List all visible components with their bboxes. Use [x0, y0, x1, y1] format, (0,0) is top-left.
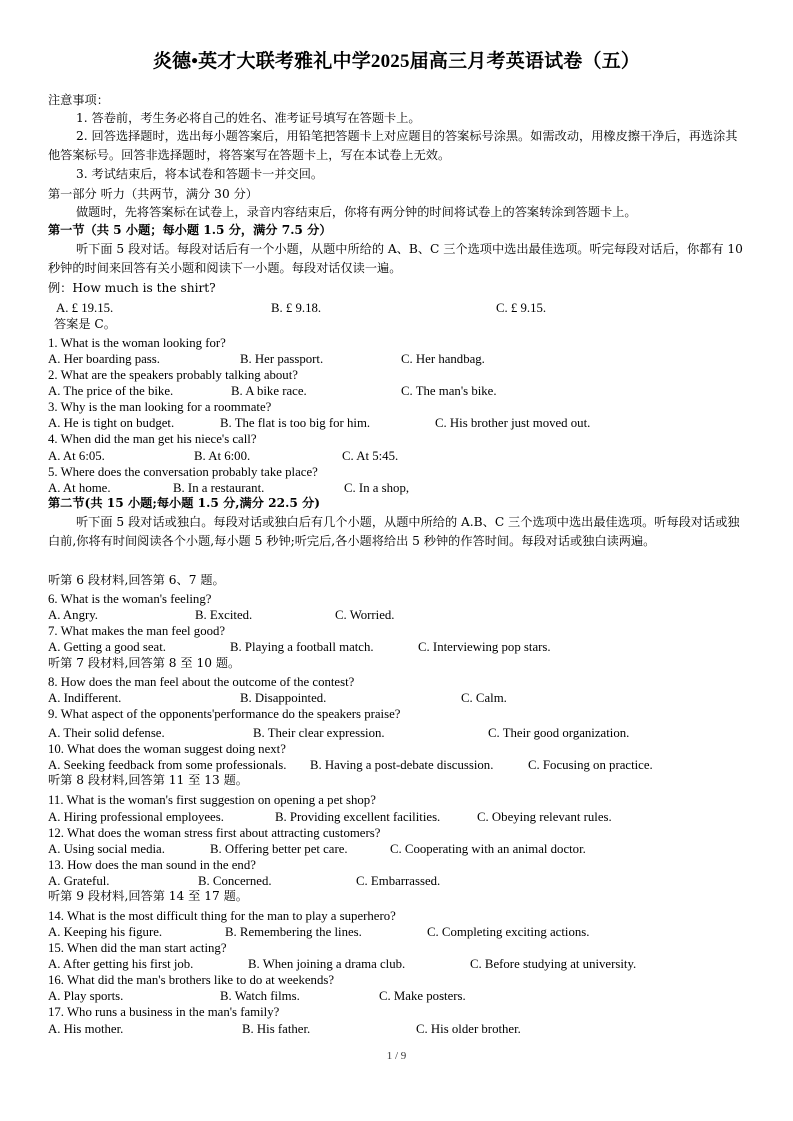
question-2-options [48, 383, 768, 399]
notice-item-2: 2. 回答选择题时，选出每小题答案后，用铅笔把答题卡上对应题目的答案标号涂黑。如需改动，用橡皮擦干净后，再选涂其他答案标号。回答非选择题时，将答案写在答题卡上，写在本试卷上无效。 [48, 129, 738, 162]
option-c: C. Her handbag. [401, 352, 485, 366]
question-13-options [48, 873, 768, 889]
question-7: 7. What makes the man feel good? [48, 624, 226, 638]
option-a: A. Keeping his figure. [48, 925, 163, 939]
option-b: B. A bike race. [231, 384, 307, 398]
material-8-label: 听第 8 段材料,回答第 11 至 13 题。 [48, 773, 248, 787]
section1-intro: 听下面 5 段对话。每段对话后有一个小题，从题中所给的 A、B、C 三个选项中选出最佳选项。听完每段对话后，你都有 10 秒钟的时间来回答有关小题和阅读下一小题。每段对话仅读一遍。 [48, 242, 743, 275]
option-c: C. The man's bike. [401, 384, 497, 398]
option-a: A. Getting a good seat. [48, 640, 166, 654]
option-a: A. Angry. [48, 608, 98, 622]
option-a: A. The price of the bike. [48, 384, 174, 398]
option-c: C. Interviewing pop stars. [418, 640, 551, 654]
question-3-options [48, 415, 768, 431]
question-6: 6. What is the woman's feeling? [48, 592, 212, 606]
option-b: B. Having a post-debate discussion. [310, 758, 494, 772]
option-c: C. Completing exciting actions. [427, 925, 590, 939]
example-answer: 答案是 C。 [54, 317, 116, 331]
option-c: C. In a shop, [344, 481, 410, 495]
part1-intro: 做题时，先将答案标在试卷上，录音内容结束后，你将有两分钟的时间将试卷上的答案转涂到答题卡上。 [76, 205, 637, 219]
option-a: A. At 6:05. [48, 449, 105, 463]
notice-heading: 注意事项： [48, 93, 109, 107]
option-c: C. Obeying relevant rules. [477, 810, 612, 824]
question-12-options [48, 841, 768, 857]
option-c: C. Worried. [335, 608, 395, 622]
option-b: B. Remembering the lines. [225, 925, 362, 939]
question-10-options [48, 757, 768, 773]
page-number: 1 / 9 [386, 1050, 407, 1062]
question-17: 17. Who runs a business in the man's family? [48, 1005, 280, 1019]
example-option-b: B. £ 9.18. [271, 301, 322, 315]
question-7-options [48, 639, 768, 655]
option-b: B. Disappointed. [240, 691, 327, 705]
question-11-options [48, 809, 768, 825]
question-11: 11. What is the woman's first suggestion on opening a pet shop? [48, 793, 376, 807]
question-16: 16. What did the man's brothers like to do at weekends? [48, 973, 335, 987]
option-b: B. Excited. [195, 608, 253, 622]
question-4: 4. When did the man get his niece's call? [48, 432, 257, 446]
option-a: A. Play sports. [48, 989, 124, 1003]
section2-intro: 听下面 5 段对话或独白。每段对话或独白后有几个小题，从题中所给的 A.B、C 三个选项中选出最佳选项。听每段对话或独白前,你将有时间阅读各个小题,每小题 5 秒钟;听完后,各小题将给出 5 秒钟的作答时间。每段对话或独白读两遍。 [48, 515, 740, 548]
example-question: 例：How much is the shirt? [48, 281, 216, 295]
question-9-options [48, 725, 768, 741]
option-c: C. His brother just moved out. [435, 416, 591, 430]
question-8-options [48, 690, 768, 706]
question-2: 2. What are the speakers probably talking about? [48, 368, 298, 382]
question-9: 9. What aspect of the opponents'performance do the speakers praise? [48, 707, 401, 721]
option-a: A. Her boarding pass. [48, 352, 160, 366]
section2-heading: 第二节(共 15 小题;每小题 1.5 分,满分 22.5 分) [48, 496, 321, 510]
option-a: A. His mother. [48, 1022, 124, 1036]
question-15-options [48, 956, 768, 972]
option-a: A. Seeking feedback from some professionals. [48, 758, 287, 772]
option-b: B. When joining a drama club. [248, 957, 406, 971]
option-b: B. At 6:00. [194, 449, 251, 463]
option-c: C. Their good organization. [488, 726, 630, 740]
question-8: 8. How does the man feel about the outcome of the contest? [48, 675, 355, 689]
option-b: B. In a restaurant. [173, 481, 265, 495]
material-9-label: 听第 9 段材料,回答第 14 至 17 题。 [48, 889, 248, 903]
question-17-options [48, 1021, 768, 1037]
option-a: A. At home. [48, 481, 111, 495]
question-16-options [48, 988, 768, 1004]
page-title: 炎德•英才大联考雅礼中学2025届高三月考英语试卷（五） [152, 51, 641, 72]
question-14-options [48, 924, 768, 940]
question-12: 12. What does the woman stress first about attracting customers? [48, 826, 381, 840]
option-a: A. Indifferent. [48, 691, 122, 705]
option-b: B. Her passport. [240, 352, 324, 366]
option-b: B. His father. [242, 1022, 311, 1036]
option-a: A. After getting his first job. [48, 957, 194, 971]
option-b: B. The flat is too big for him. [220, 416, 371, 430]
question-15: 15. When did the man start acting? [48, 941, 227, 955]
question-10: 10. What does the woman suggest doing next? [48, 742, 286, 756]
option-a: A. Grateful. [48, 874, 110, 888]
question-5: 5. Where does the conversation probably take place? [48, 465, 318, 479]
notice-item-3: 3. 考试结束后，将本试卷和答题卡一并交回。 [76, 167, 324, 181]
example-options [56, 300, 776, 316]
option-c: C. Calm. [461, 691, 507, 705]
example-option-a: A. £ 19.15. [56, 301, 114, 315]
option-b: B. Offering better pet care. [210, 842, 348, 856]
option-a: A. He is tight on budget. [48, 416, 175, 430]
question-4-options [48, 448, 768, 464]
question-13: 13. How does the man sound in the end? [48, 858, 256, 872]
option-c: C. Cooperating with an animal doctor. [390, 842, 586, 856]
section1-heading: 第一节（共 5 小题；每小题 1.5 分，满分 7.5 分） [48, 223, 332, 237]
option-c: C. At 5:45. [342, 449, 399, 463]
option-b: B. Watch films. [220, 989, 300, 1003]
option-b: B. Playing a football match. [230, 640, 374, 654]
option-a: A. Their solid defense. [48, 726, 165, 740]
material-6-label: 听第 6 段材料,回答第 6、7 题。 [48, 573, 225, 587]
option-b: B. Concerned. [198, 874, 272, 888]
option-c: C. Embarrassed. [356, 874, 441, 888]
question-1: 1. What is the woman looking for? [48, 336, 226, 350]
option-c: C. His older brother. [416, 1022, 521, 1036]
part1-heading: 第一部分 听力（共两节，满分 30 分） [48, 187, 258, 201]
material-7-label: 听第 7 段材料,回答第 8 至 10 题。 [48, 656, 241, 670]
option-a: A. Using social media. [48, 842, 165, 856]
option-a: A. Hiring professional employees. [48, 810, 224, 824]
option-b: B. Providing excellent facilities. [275, 810, 441, 824]
question-14: 14. What is the most difficult thing for the man to play a superhero? [48, 909, 396, 923]
question-1-options [48, 351, 768, 367]
option-c: C. Focusing on practice. [528, 758, 653, 772]
question-5-options [48, 480, 768, 496]
option-b: B. Their clear expression. [253, 726, 385, 740]
option-c: C. Before studying at university. [470, 957, 637, 971]
example-option-c: C. £ 9.15. [496, 301, 547, 315]
option-c: C. Make posters. [379, 989, 466, 1003]
question-6-options [48, 607, 768, 623]
notice-item-1: 1. 答卷前，考生务必将自己的姓名、准考证号填写在答题卡上。 [76, 111, 421, 125]
question-3: 3. Why is the man looking for a roommate? [48, 400, 272, 414]
